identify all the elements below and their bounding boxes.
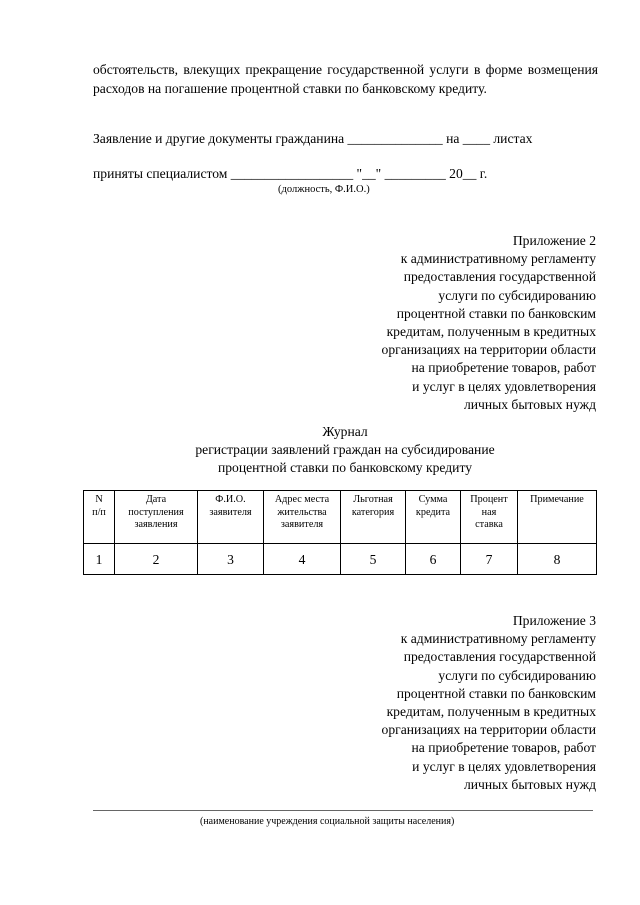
table-header-row — [84, 491, 597, 544]
table-cell: 5 — [341, 544, 406, 575]
appendix-2-line: кредитам, полученным в кредитных — [386, 324, 596, 340]
appendix-2-line: на приобретение товаров, работ — [411, 360, 596, 376]
table-cell: 1 — [84, 544, 115, 575]
appendix-3-line: организациях на территории области — [381, 722, 596, 738]
appendix-2-line: личных бытовых нужд — [463, 396, 596, 412]
header-interest-rate: Процент ная ставка — [461, 491, 518, 544]
accepted-line: приняты специалистом __________________ "__" _________ 20__ г. — [93, 166, 488, 181]
appendix-2-line: предоставления государственной — [403, 269, 596, 285]
intro-paragraph: обстоятельств, влекущих прекращение государственной услуги в форме возмещения расходов на погашение процентной ставки по банковскому кредиту. — [93, 62, 598, 96]
table-cell: 6 — [406, 544, 461, 575]
header-note: Примечание — [518, 491, 597, 544]
table-cell: 4 — [264, 544, 341, 575]
appendix-3-block — [296, 612, 596, 794]
appendix-2-line: к административному регламенту — [400, 251, 596, 267]
appendix-3-line: предоставления государственной — [403, 649, 596, 665]
table-row — [84, 544, 597, 575]
header-credit-amount: Сумма кредита — [406, 491, 461, 544]
registration-table — [83, 490, 597, 575]
appendix-2-block — [296, 232, 596, 414]
journal-subtitle-line: процентной ставки по банковскому кредиту — [217, 460, 473, 476]
table-cell: 8 — [518, 544, 597, 575]
table-cell: 2 — [115, 544, 198, 575]
appendix-2-line: организациях на территории области — [381, 342, 596, 358]
header-date: Дата поступления заявления — [115, 491, 198, 544]
appendix-2-line: Приложение 2 — [512, 233, 596, 248]
footer-caption: (наименование учреждения социальной защиты населения) — [200, 816, 455, 827]
appendix-3-line: личных бытовых нужд — [463, 776, 596, 792]
appendix-3-line: на приобретение товаров, работ — [411, 740, 596, 756]
appendix-2-line: услуги по субсидированию — [438, 287, 596, 303]
header-fio: Ф.И.О. заявителя — [198, 491, 264, 544]
appendix-3-line: услуги по субсидированию — [438, 667, 596, 683]
header-number: N п/п — [84, 491, 115, 544]
table-cell: 3 — [198, 544, 264, 575]
appendix-3-line: к административному регламенту — [400, 631, 596, 647]
journal-heading — [60, 423, 630, 478]
header-address: Адрес места жительства заявителя — [264, 491, 341, 544]
appendix-3-line: кредитам, полученным в кредитных — [386, 704, 596, 720]
appendix-3-line: процентной ставки по банковским — [396, 685, 596, 701]
appendix-3-line: Приложение 3 — [512, 613, 596, 628]
header-category: Льготная категория — [341, 491, 406, 544]
journal-title: Журнал — [322, 424, 368, 439]
appendix-2-line: и услуг в целях удовлетворения — [412, 378, 596, 394]
table-cell: 7 — [461, 544, 518, 575]
journal-subtitle-line: регистрации заявлений граждан на субсидирование — [195, 442, 495, 458]
appendix-2-line: процентной ставки по банковским — [396, 305, 596, 321]
appendix-3-line: и услуг в целях удовлетворения — [412, 758, 596, 774]
documents-line: Заявление и другие документы гражданина ______________ на ____ листах — [93, 131, 533, 146]
footer-rule — [93, 810, 593, 811]
accepted-caption: (должность, Ф.И.О.) — [278, 184, 370, 195]
